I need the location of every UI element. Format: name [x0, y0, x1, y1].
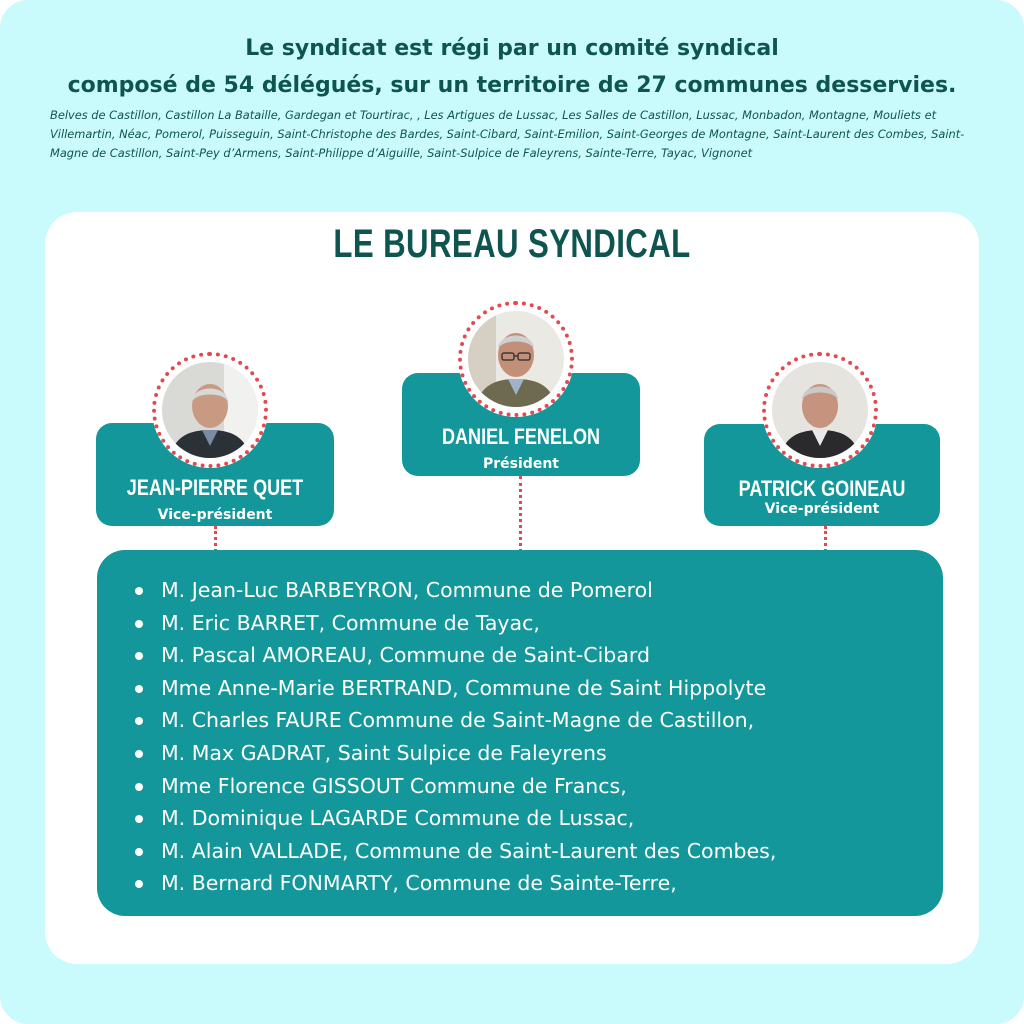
headline-line-2: composé de 54 délégués, sur un territoire de 27 communes desservies.	[67, 73, 957, 98]
list-item: Mme Anne-Marie BERTRAND, Commune de Saint Hippolyte	[135, 672, 776, 705]
headline-line-1: Le syndicat est régi par un comité syndical	[245, 36, 779, 61]
list-item: M. Charles FAURE Commune de Saint-Magne de Castillon,	[135, 704, 776, 737]
page-headline	[20, 30, 1004, 104]
list-item: Mme Florence GISSOUT Commune de Francs,	[135, 770, 776, 803]
members-list	[135, 574, 776, 900]
list-item: M. Alain VALLADE, Commune de Saint-Laurent des Combes,	[135, 835, 776, 868]
list-item: M. Dominique LAGARDE Commune de Lussac,	[135, 802, 776, 835]
vice-president-left-role: Vice-président	[157, 507, 273, 523]
connector-center	[519, 476, 522, 552]
vice-president-left-name: JEAN-PIERRE QUET	[126, 475, 304, 500]
vice-president-right-photo	[762, 352, 878, 468]
list-item: M. Pascal AMOREAU, Commune de Saint-Cibard	[135, 639, 776, 672]
bureau-members-panel	[97, 550, 943, 916]
vice-president-left-photo	[152, 352, 268, 468]
connector-right	[824, 526, 827, 552]
president-photo	[458, 301, 574, 417]
list-item: M. Bernard FONMARTY, Commune de Sainte-Terre,	[135, 867, 776, 900]
communes-list: Belves de Castillon, Castillon La Bataille, Gardegan et Tourtirac, , Les Artigues de Lussac, Les Salles de Castillon, Lussac, Monbadon, Montagne, Mouliets et Villemartin, Néac, Pomerol, Puisseguin, Saint-Christophe des Bardes, Saint-Cibard, Saint-Emilion, Saint-Georges de Montagne, Saint-Laurent des Combes, Saint-Magne de Castillon, Saint-Pey d’Armens, Saint-Philippe d’Aiguille, Saint-Sulpice de Faleyrens, Sainte-Terre, Tayac, Vignonet	[50, 108, 965, 160]
list-item: M. Eric BARRET, Commune de Tayac,	[135, 607, 776, 640]
list-item: M. Max GADRAT, Saint Sulpice de Faleyrens	[135, 737, 776, 770]
vice-president-right-name: PATRICK GOINEAU	[738, 476, 906, 501]
vice-president-right-role: Vice-président	[764, 501, 880, 517]
connector-left	[214, 526, 217, 552]
president-role: Président	[483, 456, 559, 472]
bureau-title: LE BUREAU SYNDICAL	[333, 222, 691, 266]
list-item: M. Jean-Luc BARBEYRON, Commune de Pomerol	[135, 574, 776, 607]
president-name: DANIEL FENELON	[441, 424, 601, 449]
